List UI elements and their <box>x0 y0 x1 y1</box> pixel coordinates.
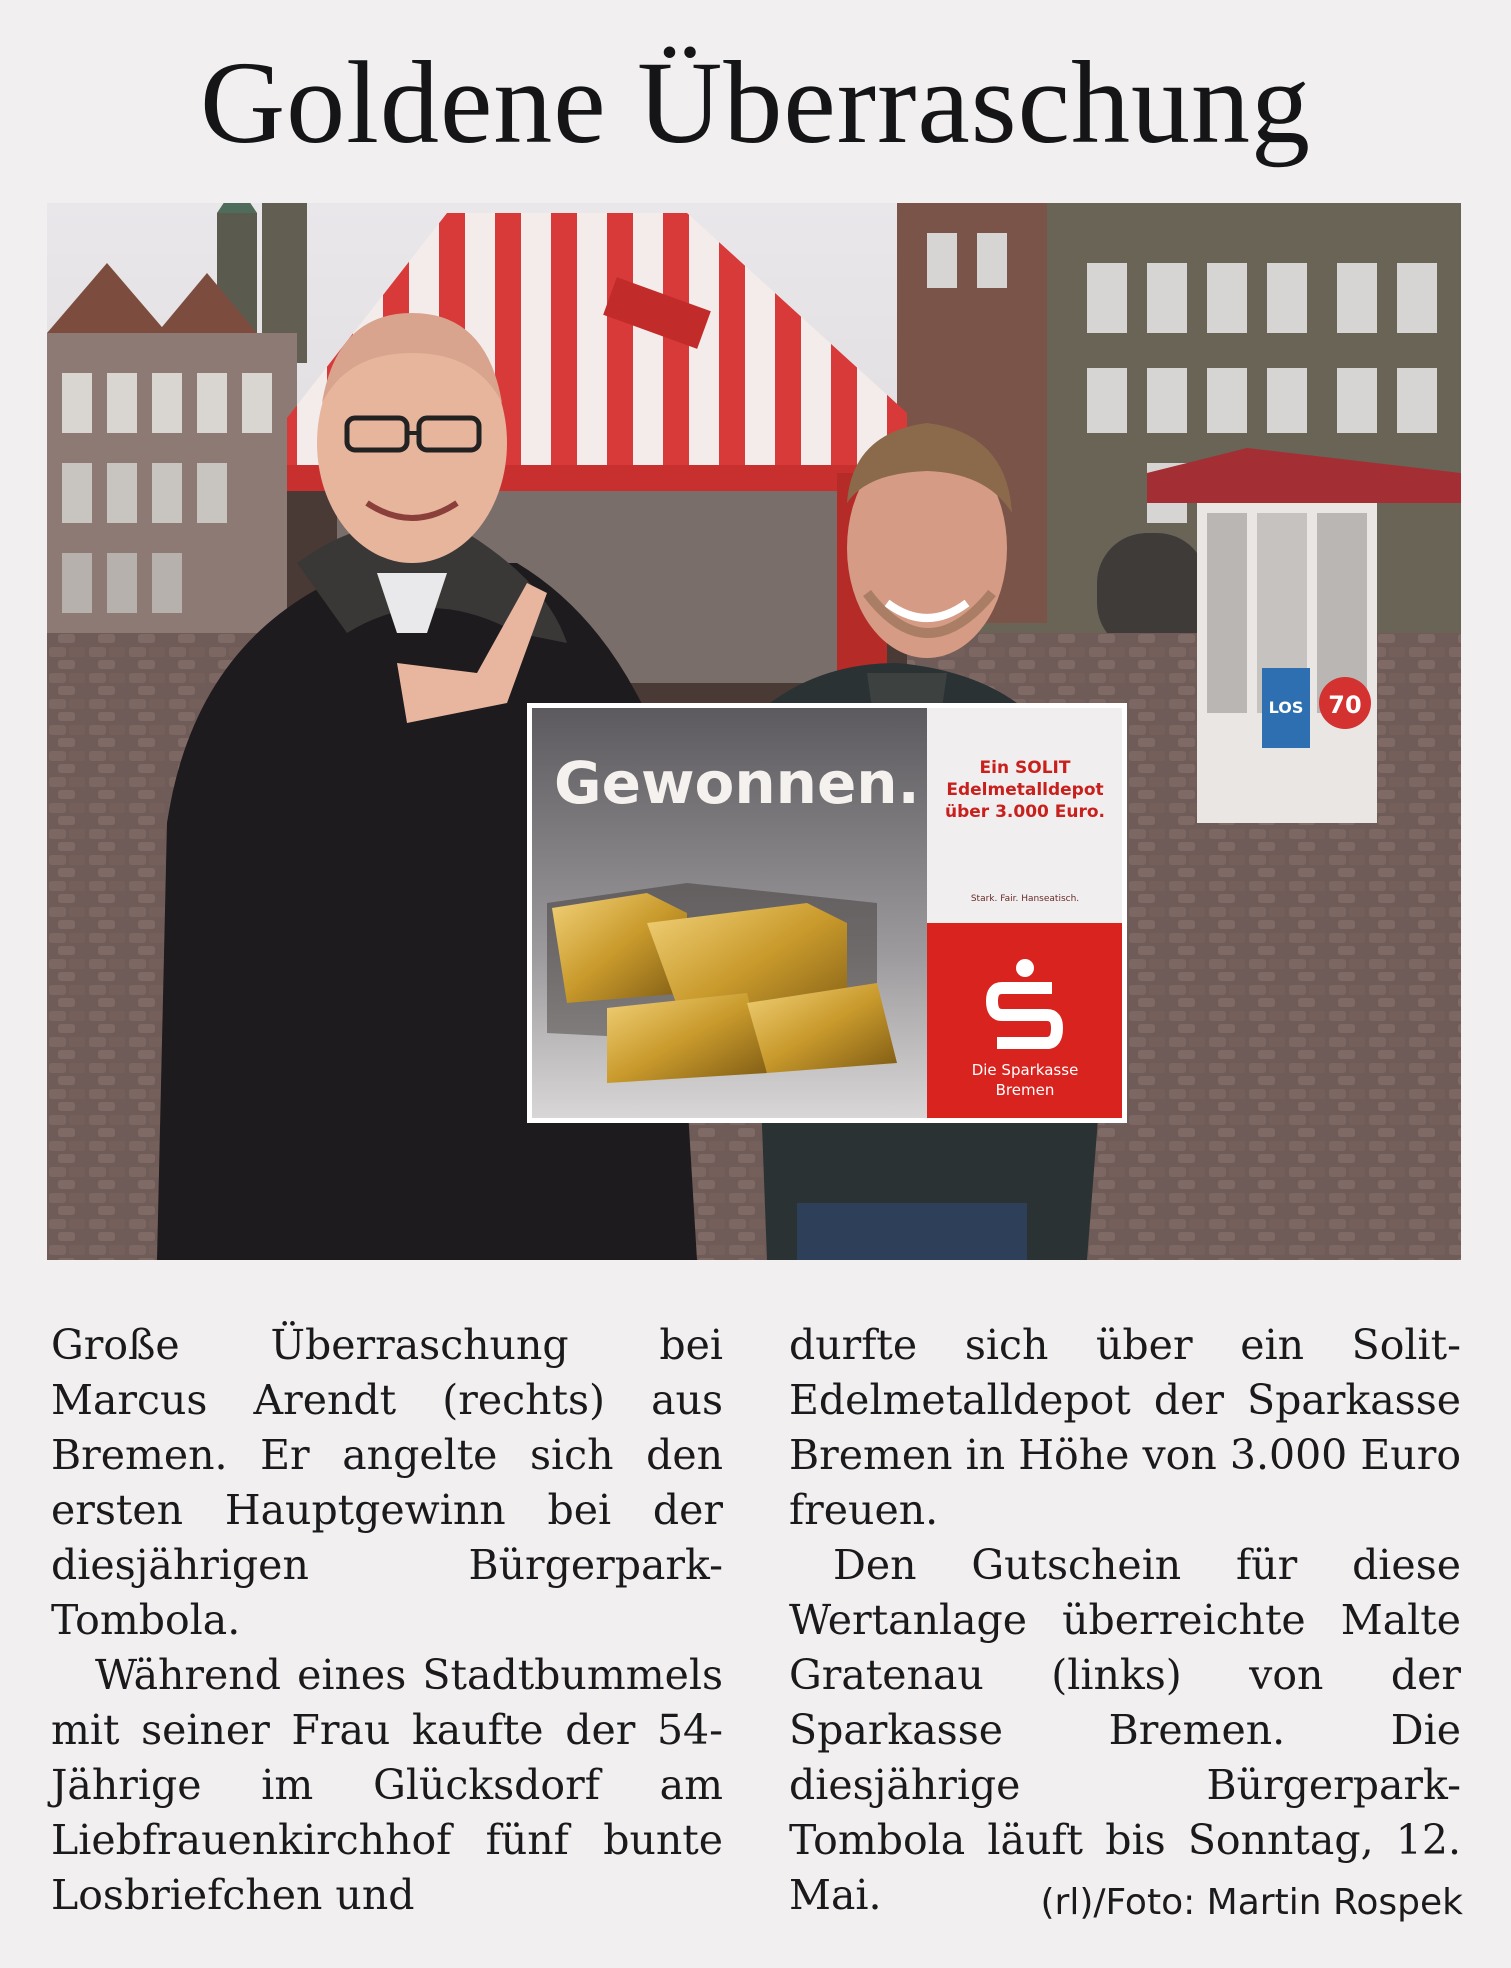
gold-bar <box>607 993 767 1083</box>
article-paragraph: Große Überraschung bei Marcus Arendt (rechts) aus Bremen. Er angelte sich den ersten Hauptgewinn bei der diesjährigen Bürgerpark-Tombola. <box>51 1321 723 1644</box>
article-paragraph: Während eines Stadtbummels mit seiner Frau kaufte der 54-Jährige im Glücksdorf am Liebfrauenkirchhof fünf bunte Losbriefchen und <box>51 1651 723 1919</box>
sign-slogan: Stark. Fair. Hanseatisch. <box>970 894 1080 904</box>
article-paragraph: Den Gutschein für diese Wertanlage überreichte Malte Gratenau (links) von der Sparkasse Bremen. Die diesjährige Bürgerpark-Tombola läuft bis Sonntag, 12. Mai. <box>789 1541 1461 1919</box>
article-headline: Goldene Überraschung <box>199 37 1312 168</box>
sign-bank-line1: Die Sparkasse <box>971 1061 1079 1079</box>
prize-sign <box>527 703 1127 1123</box>
sign-prize-line2: Edelmetalldepot <box>946 780 1104 800</box>
photo-illustration <box>47 203 1461 1260</box>
photo-credit: (rl)/Foto: Martin Rospek <box>1040 1882 1463 1923</box>
sign-bank-line2: Bremen <box>995 1081 1055 1099</box>
sign-prize-line1: Ein SOLIT <box>979 758 1071 778</box>
sign-headline: Gewonnen. <box>554 749 920 817</box>
sign-prize-line3: über 3.000 Euro. <box>944 802 1106 822</box>
kiosk-los-label: LOS <box>1268 698 1304 717</box>
article-photo <box>47 203 1461 1260</box>
article-column-left <box>51 1318 723 1923</box>
article-paragraph: durfte sich über ein Solit-Edelmetalldepot der Sparkasse Bremen in Höhe von 3.000 Euro freuen. <box>789 1321 1461 1534</box>
article-column-right <box>789 1318 1461 1923</box>
kiosk-number-badge: 70 <box>1328 691 1362 719</box>
